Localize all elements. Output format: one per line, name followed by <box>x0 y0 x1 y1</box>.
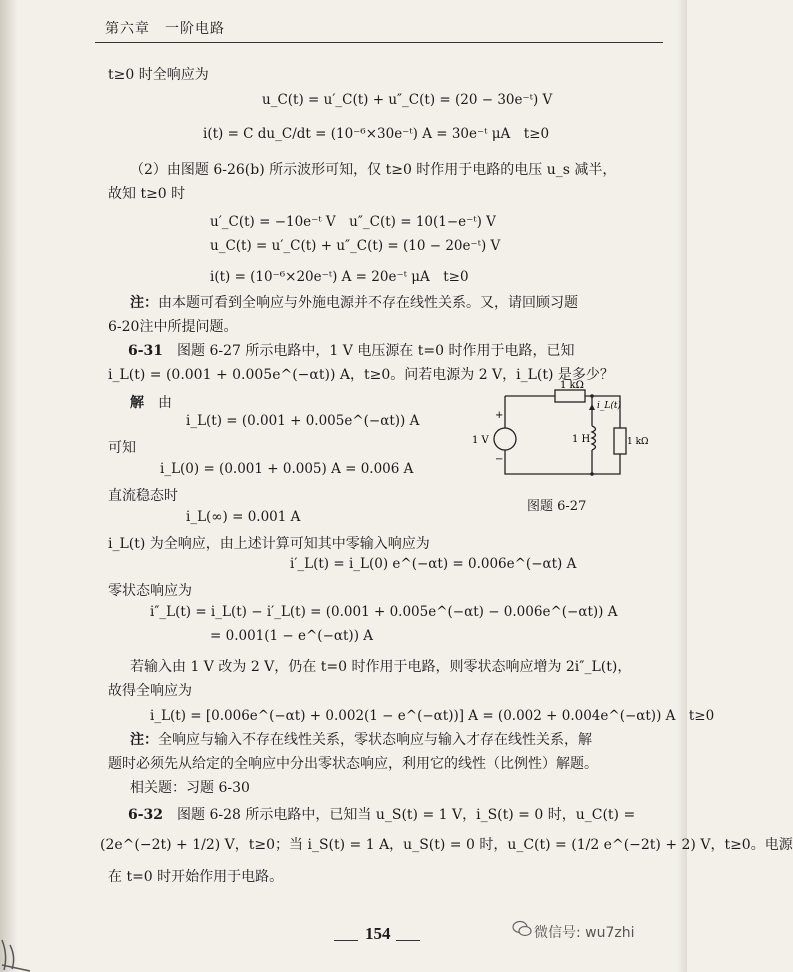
equation: u′_C(t) = −10e⁻ᵗ V u″_C(t) = 10(1−e⁻ᵗ) V <box>210 214 496 230</box>
text-line: 6-20注中所提问题。 <box>108 319 238 335</box>
current-arrow-icon <box>589 404 595 410</box>
text-line: 零状态响应为 <box>108 583 192 599</box>
corner-scribble <box>0 935 40 972</box>
text-line: （2）由图题 6-26(b) 所示波形可知，仅 t≥0 时作用于电路的电压 u_s 减半， <box>130 162 617 178</box>
node-dot <box>590 394 594 398</box>
source-label: 1 V <box>472 435 489 446</box>
equation: i_L(∞) = 0.001 A <box>186 509 301 525</box>
related-line: 相关题：习题 6-30 <box>130 780 250 796</box>
note-label: 注： <box>130 295 158 311</box>
text-line: 若输入由 1 V 改为 2 V，仍在 t=0 时作用于电路，则零状态响应增为 2i″_L(t)， <box>130 659 632 675</box>
header-rule <box>95 42 663 43</box>
text-line: i_L(t) = (0.001 + 0.005e^(−αt)) A，t≥0。问若电源为 2 V，i_L(t) 是多少？ <box>108 367 614 383</box>
equation: = 0.001(1 − e^(−αt)) A <box>210 628 373 644</box>
figure-caption: 图题 6-27 <box>527 499 587 514</box>
text-line: 题时必须先从给定的全响应中分出零状态响应，利用它的线性（比例性）解题。 <box>108 756 598 772</box>
note-line <box>130 729 592 749</box>
equation: i(t) = C du_C/dt = (10⁻⁶×30e⁻ᵗ) A = 30e⁻ᵗ μA t≥0 <box>203 126 550 142</box>
equation: i_L(t) = (0.001 + 0.005e^(−αt)) A <box>186 413 420 429</box>
inductor-label: 1 H <box>572 434 591 445</box>
dash-left <box>334 940 358 941</box>
text-line: 故得全响应为 <box>108 683 192 699</box>
wechat-id: 微信号: wu7zhi <box>534 925 635 941</box>
resistor-right-label: 1 kΩ <box>627 437 649 447</box>
problem-line <box>128 804 635 824</box>
circuit-diagram <box>472 380 650 486</box>
problem-text: 图题 6-28 所示电路中，已知当 u_S(t) = 1 V，i_S(t) = 0 时，u_C(t) = <box>163 807 636 823</box>
current-label: i_L(t) <box>597 401 621 411</box>
equation: u_C(t) = u′_C(t) + u″_C(t) = (20 − 30e⁻ᵗ) V <box>262 92 553 108</box>
page-number-block <box>330 918 420 952</box>
inductor-icon <box>592 426 596 450</box>
page-binding-shadow <box>0 0 18 972</box>
note-line <box>130 292 578 312</box>
node-dot <box>590 472 594 476</box>
resistor-top-label: 1 kΩ <box>560 380 584 391</box>
note-text: 全响应与输入不存在线性关系，零状态响应与输入才存在线性关系，解 <box>158 732 592 748</box>
resistor-right <box>614 428 626 454</box>
voltage-source-icon <box>494 428 516 450</box>
note-label: 注： <box>130 732 158 748</box>
dash-right <box>396 940 420 941</box>
note-text: 由本题可看到全响应与外施电源并不存在线性关系。又，请回顾习题 <box>158 295 578 311</box>
equation: i″_L(t) = i_L(t) − i′_L(t) = (0.001 + 0.005e^(−αt) − 0.006e^(−αt)) A <box>150 604 618 620</box>
equation: i_L(0) = (0.001 + 0.005) A = 0.006 A <box>160 461 414 477</box>
solution-line <box>130 392 172 412</box>
problem-number: 6-32 <box>128 807 164 823</box>
equation: i′_L(t) = i_L(0) e^(−αt) = 0.006e^(−αt) A <box>290 556 577 572</box>
chapter-header: 第六章 一阶电路 <box>105 21 225 37</box>
solution-label: 解 <box>130 395 144 411</box>
equation: i_L(t) = [0.006e^(−αt) + 0.002(1 − e^(−αt))] A = (0.002 + 0.004e^(−αt)) A t≥0 <box>150 708 715 724</box>
minus-sign: − <box>495 454 504 465</box>
text-line: 故知 t≥0 时 <box>108 186 186 202</box>
problem-text: 图题 6-27 所示电路中，1 V 电压源在 t=0 时作用于电路，已知 <box>163 343 575 359</box>
wechat-icon <box>512 920 532 938</box>
page-edge-shadow <box>677 0 687 972</box>
equation: i(t) = (10⁻⁶×20e⁻ᵗ) A = 20e⁻ᵗ μA t≥0 <box>210 269 469 285</box>
resistor-top <box>555 390 585 402</box>
text-line: (2e^(−2t) + 1/2) V，t≥0；当 i_S(t) = 1 A，u_S(t) = 0 时，u_C(t) = (1/2 e^(−2t) + 2) V，t≥0。电源 <box>100 837 793 853</box>
page-number: 154 <box>365 924 391 943</box>
solution-text: 由 <box>144 395 172 411</box>
plus-sign: + <box>495 410 504 421</box>
text-line: 可知 <box>108 440 136 456</box>
problem-number: 6-31 <box>128 343 164 359</box>
equation: u_C(t) = u′_C(t) + u″_C(t) = (10 − 20e⁻ᵗ) V <box>210 238 501 254</box>
text-line: 在 t=0 时开始作用于电路。 <box>108 869 284 885</box>
text-line: 直流稳态时 <box>108 488 178 504</box>
text-line: t≥0 时全响应为 <box>108 67 209 83</box>
problem-line <box>128 340 574 360</box>
text-line: i_L(t) 为全响应，由上述计算可知其中零输入响应为 <box>108 536 430 552</box>
